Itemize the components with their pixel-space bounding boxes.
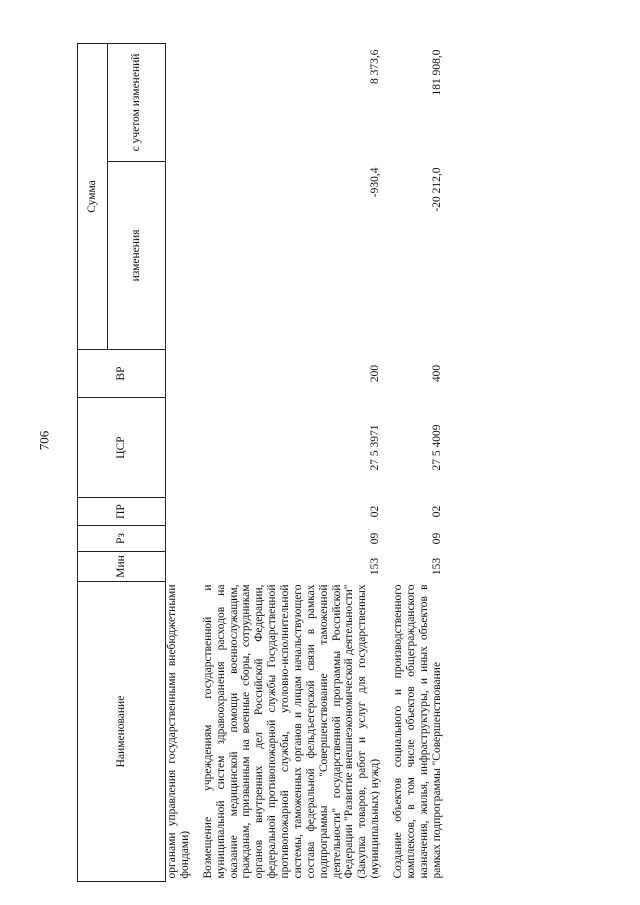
row-change: -930,4 xyxy=(369,167,382,198)
row-min: 153 xyxy=(430,557,443,576)
header-rz: Рз xyxy=(78,526,166,552)
row-name: Создание объектов социального и производственного комплексов, в том числе объектов общегражданского назначения, жилья, инфраструктуры, и иных объектов в рамках подпрограммы "Совершенствование xyxy=(392,584,443,879)
row-rz: 09 xyxy=(430,532,443,545)
header-pr: ПР xyxy=(78,498,166,526)
table-row xyxy=(166,43,196,881)
table-row xyxy=(386,43,448,881)
budget-table-rotated xyxy=(77,44,607,882)
row-change xyxy=(166,162,196,350)
row-rz xyxy=(166,526,196,552)
row-pr: 02 xyxy=(369,505,382,518)
row-vr: 400 xyxy=(430,364,443,383)
row-pr: 02 xyxy=(430,505,443,518)
header-csr: ЦСР xyxy=(78,398,166,498)
row-with-change xyxy=(166,43,196,161)
row-with-change: 181 908,0 xyxy=(430,49,443,96)
row-pr xyxy=(166,498,196,526)
budget-table xyxy=(77,43,448,882)
header-name: Наименование xyxy=(78,582,166,882)
header-vr: ВР xyxy=(78,350,166,398)
table-row xyxy=(196,43,386,881)
row-name: органами управления государственными внебюджетными фондами) xyxy=(166,584,191,879)
header-with-change: с учетом изменений xyxy=(108,43,166,161)
header-min: Мин xyxy=(78,552,166,582)
row-rz: 09 xyxy=(369,532,382,545)
row-csr: 27 5 4009 xyxy=(430,424,443,471)
row-min xyxy=(166,552,196,582)
row-vr xyxy=(166,350,196,398)
row-vr: 200 xyxy=(369,364,382,383)
table-header xyxy=(78,43,166,881)
page-number: 706 xyxy=(36,430,52,451)
header-change: изменения xyxy=(108,162,166,350)
row-csr xyxy=(166,398,196,498)
row-change: -20 212,0 xyxy=(430,167,443,212)
row-name: Возмещение учреждениям государственной и муниципальной систем здравоохранения расходов на оказание медицинской помощи военнослужащим, гражданам, призванным на военные сборы, сотрудникам органов внутренних дел Российской Федерации, федеральной противопожарной службы Государственной противопожарной службы, уголовно-исполнительной системы, таможенных органов и лицам начальствующего состава федеральной фельдъегерской связи в рамках подпрограммы "Совершенствование таможенной деятельности" государственной программы Российской Федерации "Развитие внешнеэкономической деятельности" (Закупка товаров, работ и услуг для государственных (муниципальных) нужд) xyxy=(201,584,382,879)
row-with-change: 8 373,6 xyxy=(369,49,382,84)
row-min: 153 xyxy=(369,557,382,576)
header-sum: Сумма xyxy=(78,43,108,349)
row-csr: 27 5 3971 xyxy=(369,424,382,471)
